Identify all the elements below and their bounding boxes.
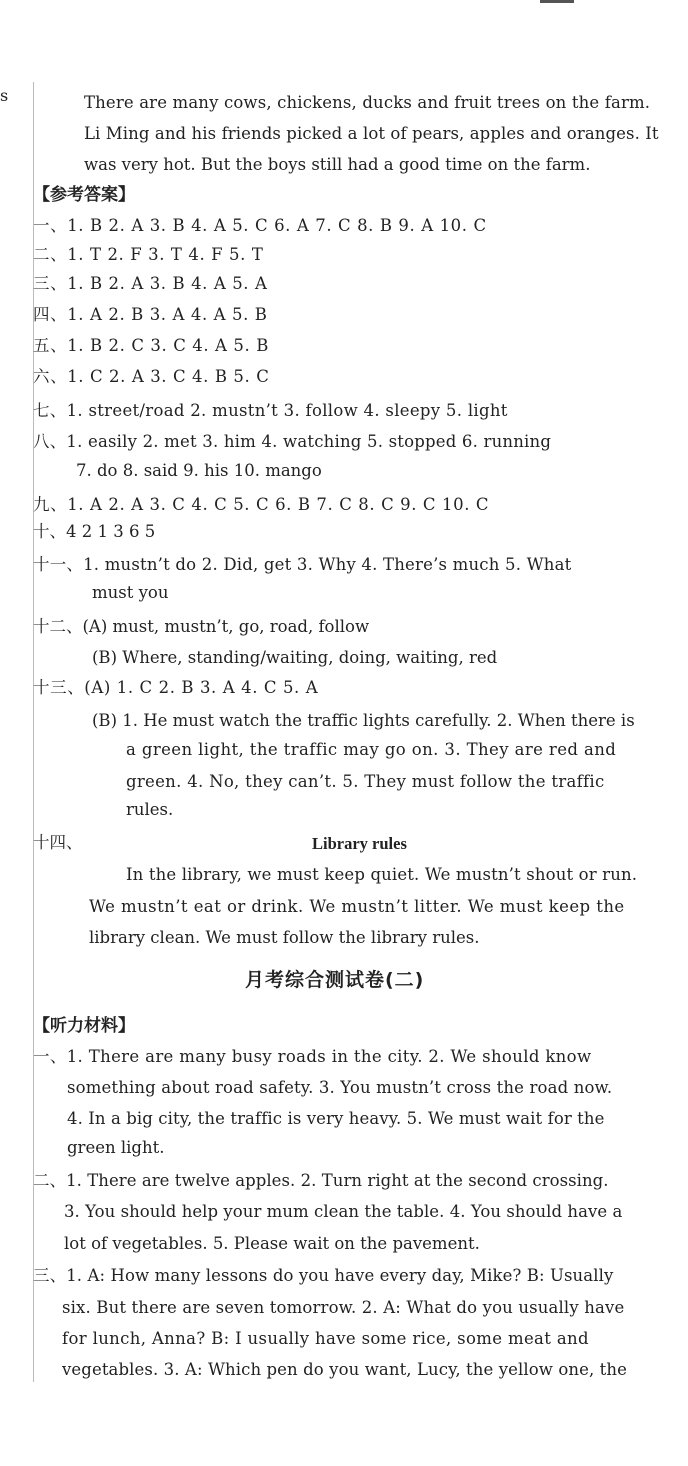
listening-line: green light.	[67, 1138, 165, 1157]
answer-line: 九、1. A 2. A 3. C 4. C 5. C 6. B 7. C 8. C 9. C 10. C	[33, 495, 490, 514]
listening-line: 一、1. There are many busy roads in the city. 2. We should know	[33, 1047, 592, 1066]
answer-line: 五、1. B 2. C 3. C 4. A 5. B	[33, 336, 269, 355]
answer-line: 一、1. B 2. A 3. B 4. A 5. C 6. A 7. C 8. B 9. A 10. C	[33, 216, 487, 235]
listening-heading: 【听力材料】	[33, 1016, 135, 1036]
answer-line: 7. do 8. said 9. his 10. mango	[76, 461, 322, 480]
margin-letter: s	[0, 86, 9, 105]
listening-line: 三、1. A: How many lessons do you have every day, Mike? B: Usually	[33, 1266, 614, 1285]
listening-line: six. But there are seven tomorrow. 2. A: What do you usually have	[62, 1298, 625, 1317]
answer-line: rules.	[126, 800, 174, 819]
ref-answer-heading: 【参考答案】	[33, 185, 135, 205]
answer-line: green. 4. No, they can’t. 5. They must follow the traffic	[126, 772, 605, 791]
answer-line: 六、1. C 2. A 3. C 4. B 5. C	[33, 367, 270, 386]
listening-line: 4. In a big city, the traffic is very heavy. 5. We must wait for the	[67, 1109, 605, 1128]
listening-line: vegetables. 3. A: Which pen do you want, Lucy, the yellow one, the	[62, 1360, 627, 1379]
answer-line: 八、1. easily 2. met 3. him 4. watching 5. stopped 6. running	[33, 432, 552, 451]
answer-line: 四、1. A 2. B 3. A 4. A 5. B	[33, 305, 268, 324]
passage-line: There are many cows, chickens, ducks and fruit trees on the farm.	[84, 93, 651, 112]
answer-line: (B) 1. He must watch the traffic lights carefully. 2. When there is	[92, 711, 635, 730]
answer-line: (B) Where, standing/waiting, doing, waiting, red	[92, 648, 498, 667]
answer-line: 十、4 2 1 3 6 5	[33, 522, 156, 541]
answer-line: 十三、(A) 1. C 2. B 3. A 4. C 5. A	[33, 678, 319, 697]
listening-line: for lunch, Anna? B: I usually have some rice, some meat and	[62, 1329, 589, 1348]
listening-line: lot of vegetables. 5. Please wait on the pavement.	[64, 1234, 480, 1253]
essay-line: In the library, we must keep quiet. We mustn’t shout or run.	[126, 865, 638, 884]
answer-line: 十二、(A) must, mustn’t, go, road, follow	[33, 617, 370, 636]
listening-line: 3. You should help your mum clean the table. 4. You should have a	[64, 1202, 623, 1221]
section-title: 月考综合测试卷(二)	[245, 969, 425, 991]
answer-label: 十四、	[33, 833, 83, 852]
answer-line: 十一、1. mustn’t do 2. Did, get 3. Why 4. There’s much 5. What	[33, 555, 572, 574]
essay-line: library clean. We must follow the library rules.	[89, 928, 480, 947]
answer-line: 三、1. B 2. A 3. B 4. A 5. A	[33, 274, 268, 293]
answer-line: 二、1. T 2. F 3. T 4. F 5. T	[33, 245, 264, 264]
answer-line: must you	[92, 583, 169, 602]
listening-line: 二、1. There are twelve apples. 2. Turn right at the second crossing.	[33, 1171, 609, 1190]
essay-title: Library rules	[312, 834, 407, 853]
answer-line: a green light, the traffic may go on. 3. They are red and	[126, 740, 617, 759]
essay-line: We mustn’t eat or drink. We mustn’t litter. We must keep the	[89, 897, 625, 916]
passage-line: Li Ming and his friends picked a lot of pears, apples and oranges. It	[84, 124, 659, 143]
answer-line: 七、1. street/road 2. mustn’t 3. follow 4. sleepy 5. light	[33, 401, 508, 420]
top-edge-mark	[540, 0, 574, 3]
listening-line: something about road safety. 3. You mustn’t cross the road now.	[67, 1078, 613, 1097]
passage-line: was very hot. But the boys still had a good time on the farm.	[84, 155, 591, 174]
